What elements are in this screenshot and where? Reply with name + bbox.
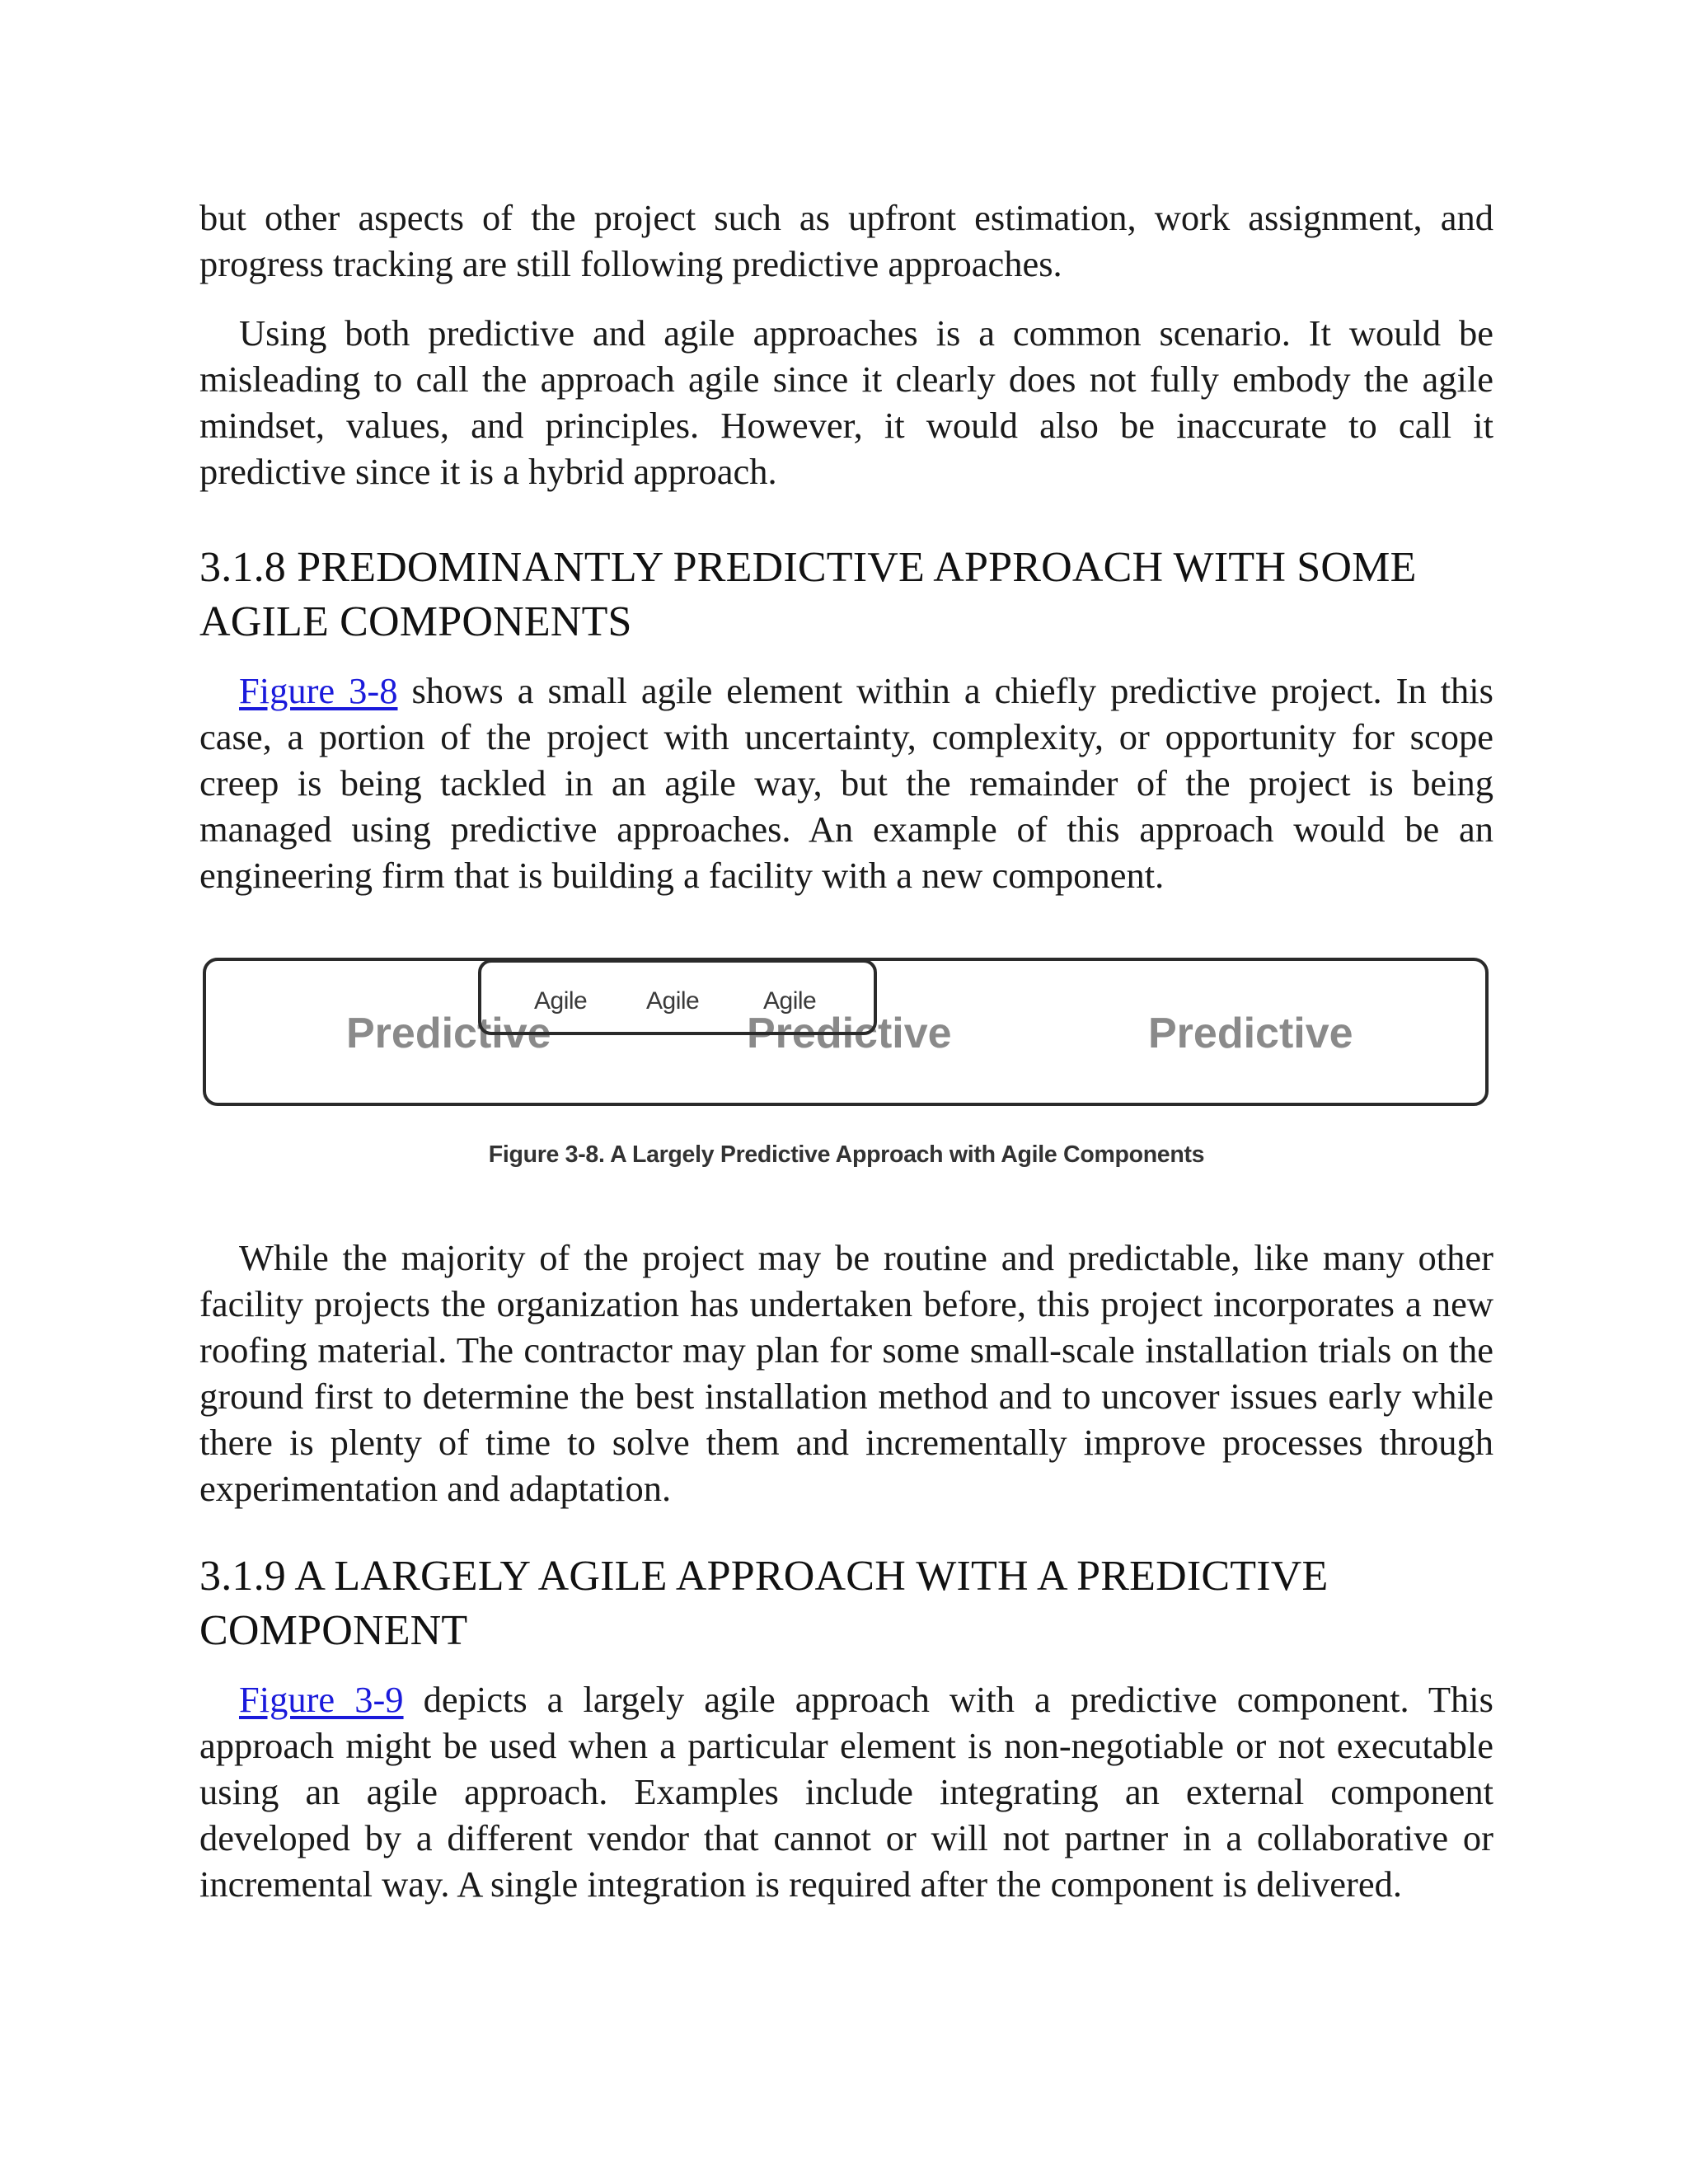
paragraph-continuation: but other aspects of the project such as upfront estimation, work assignment, and progress tracking are still following predictive approaches. [199, 197, 1493, 284]
agile-label: Agile [646, 987, 700, 1015]
agile-label: Agile [763, 987, 817, 1015]
paragraph-hybrid-scenario: Using both predictive and agile approaches is a common scenario. It would be misleading to call the approach agile since it clearly does not fully embody the agile mindset, values, and principles. However, it would also be inaccurate to call it predictive since it is a hybrid approach. [199, 312, 1493, 492]
section-heading-3-1-9: 3.1.9 A LARGELY AGILE APPROACH WITH A PREDICTIVE COMPONENT [199, 1553, 1329, 1654]
paragraph-figure-3-9-intro [199, 1676, 1493, 1907]
agile-label: Agile [534, 987, 588, 1015]
paragraph-roofing-example: While the majority of the project may be routine and predictable, like many other facility projects the organization has undertaken before, this project incorporates a new roofing material. The contractor may plan for some small-scale installation trials on the ground first to determine the best installation method and to uncover issues early while there is plenty of time to solve them and incrementally improve processes through experimentation and adaptation. [199, 1237, 1493, 1509]
predictive-label: Predictive [346, 1010, 551, 1057]
predictive-label: Predictive [747, 1010, 952, 1057]
figure-3-8 [199, 958, 1493, 1180]
paragraph-figure-3-8-intro [199, 668, 1493, 898]
agile-component-box [478, 959, 877, 1035]
predictive-label: Predictive [1148, 1010, 1353, 1057]
figure-3-8-link[interactable]: Figure 3-8 [239, 670, 398, 711]
figure-3-9-link[interactable]: Figure 3-9 [239, 1679, 404, 1720]
paragraph-text: shows a small agile element within a chiefly predictive project. In this case, a portion of the project with uncertainty, complexity, or opportunity for scope creep is being tackled in an agile way, but the remainder of the project is being managed using predictive approaches. An example of this approach would be an engineering firm that is building a facility with a new component. [199, 670, 1493, 896]
paragraph-text: depicts a largely agile approach with a predictive component. This approach might be used when a particular element is non-negotiable or not executable using an agile approach. Examples include integrating an external component developed by a different vendor that cannot or will not partner in a collaborative or incremental way. A single integration is required after the component is delivered. [199, 1679, 1493, 1905]
section-heading-3-1-8: 3.1.8 PREDOMINANTLY PREDICTIVE APPROACH WITH SOME AGILE COMPONENTS [199, 544, 1417, 645]
document-page [199, 194, 1493, 1907]
figure-caption: Figure 3-8. A Largely Predictive Approach with Agile Components [488, 1141, 1205, 1168]
